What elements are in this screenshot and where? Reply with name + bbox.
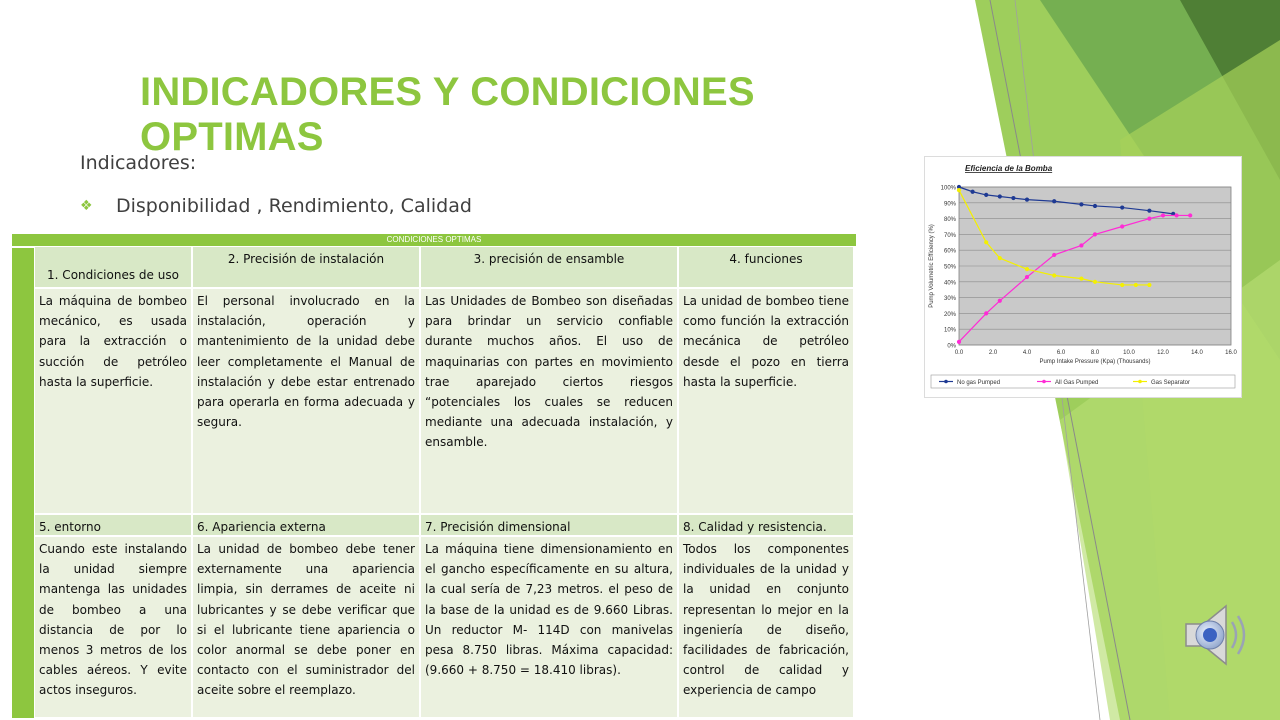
chart-data-point bbox=[998, 256, 1002, 260]
chart-data-point bbox=[984, 193, 988, 197]
chart-legend-marker bbox=[1042, 380, 1046, 384]
chart-data-point bbox=[1147, 217, 1151, 221]
chart-y-tick-label: 50% bbox=[943, 264, 956, 271]
chart-legend-marker bbox=[1138, 380, 1142, 384]
chart-x-axis-label: Pump Intake Pressure (Kpa) (Thousands) bbox=[1039, 359, 1151, 365]
table-cell-header: 5. entorno bbox=[34, 514, 192, 536]
table-side-stripe bbox=[12, 248, 34, 718]
chart-x-tick-label: 8.0 bbox=[1090, 350, 1100, 356]
chart-y-axis-label: Pump Volumetric Efficiency (%) bbox=[929, 224, 935, 308]
chart-title: Eficiencia de la Bomba bbox=[965, 164, 1053, 173]
table-cell: Las Unidades de Bombeo son diseñadas para brindar un servicio confiable durante muchos años. El uso de maquinarias con partes en movimiento trae aparejado ciertos riesgos “potenciales los cuales se reducen mediante una adecuada instalación, y ensamble. bbox=[420, 288, 678, 514]
chart-data-point bbox=[998, 299, 1002, 303]
chart-y-tick-label: 30% bbox=[943, 296, 956, 303]
table-cell: Todos los componentes individuales de la unidad y la unidad en conjunto representan lo mejor en la ingeniería de diseño, facilidades de fabricación, control de calidad y experiencia de campo bbox=[678, 536, 854, 718]
chart-data-point bbox=[1052, 253, 1056, 257]
table-cell: Cuando este instalando la unidad siempre mantenga las unidades de bombeo a una distancia de por lo menos 3 metros de los cables aéreos. Y evite actos inseguros. bbox=[34, 536, 192, 718]
table-cell-header: 8. Calidad y resistencia. bbox=[678, 514, 854, 536]
chart-data-point bbox=[1052, 199, 1056, 203]
chart-y-tick-label: 10% bbox=[943, 327, 956, 334]
table-cell-header: 3. precisión de ensamble bbox=[420, 246, 678, 288]
chart-data-point bbox=[1188, 213, 1192, 217]
table-grid bbox=[34, 246, 854, 718]
chart-data-point bbox=[1120, 283, 1124, 287]
pump-efficiency-chart bbox=[924, 156, 1242, 398]
chart-data-point bbox=[1147, 209, 1151, 213]
chart-y-tick-label: 60% bbox=[943, 248, 956, 255]
slide-title: INDICADORES Y CONDICIONES OPTIMAS bbox=[140, 70, 755, 159]
chart-y-tick-label: 0% bbox=[947, 343, 956, 350]
table-cell: El personal involucrado en la instalación, operación y mantenimiento de la unidad debe leer completamente el Manual de instalación y debe estar entrenado para operarla en forma adecuada y segura. bbox=[192, 288, 420, 514]
chart-y-tick-label: 100% bbox=[940, 185, 956, 192]
chart-x-tick-label: 0.0 bbox=[954, 350, 964, 356]
table-cell: La unidad de bombeo debe tener externamente una apariencia limpia, sin derrames de aceite ni lubricantes y se debe verificar que si el lubricante tiene apariencia o color anormal se debe poner en contacto con el suministrador del aceite sobre el reemplazo. bbox=[192, 536, 420, 718]
table-header: CONDICIONES OPTIMAS bbox=[12, 234, 856, 246]
indicators-bullet bbox=[80, 195, 472, 217]
table-cell-header: 4. funciones bbox=[678, 246, 854, 288]
chart-legend-label: No gas Pumped bbox=[957, 379, 1001, 386]
chart-y-tick-label: 20% bbox=[943, 311, 956, 318]
chart-data-point bbox=[998, 194, 1002, 198]
chart-x-tick-label: 16.0 bbox=[1225, 350, 1237, 356]
table-cell: La máquina de bombeo mecánico, es usada para la extracción o succión de petróleo hasta la superficie. bbox=[34, 288, 192, 514]
chart-y-tick-label: 90% bbox=[943, 201, 956, 208]
chart-y-tick-label: 70% bbox=[943, 232, 956, 239]
chart-y-tick-label: 40% bbox=[943, 280, 956, 287]
chart-data-point bbox=[1079, 277, 1083, 281]
chart-data-point bbox=[957, 340, 961, 344]
chart-data-point bbox=[1093, 232, 1097, 236]
chart-data-point bbox=[1120, 224, 1124, 228]
chart-data-point bbox=[1025, 198, 1029, 202]
chart-x-tick-label: 2.0 bbox=[988, 350, 998, 356]
chart-data-point bbox=[1079, 243, 1083, 247]
chart-data-point bbox=[957, 188, 961, 192]
chart-data-point bbox=[971, 190, 975, 194]
chart-data-point bbox=[1175, 213, 1179, 217]
chart-svg bbox=[925, 157, 1241, 397]
chart-x-tick-label: 6.0 bbox=[1056, 350, 1066, 356]
chart-data-point bbox=[1093, 280, 1097, 284]
table-cell: La máquina tiene dimensionamiento en el gancho específicamente en su altura, la cual sería de 7,23 metros. el peso de la base de la unidad es de 9.660 Libras. Un reductor M- 114D con manivelas pesa 8.750 libras. Máxima capacidad: (9.660 + 8.750 = 18.410 libras). bbox=[420, 536, 678, 718]
speaker-icon[interactable] bbox=[1180, 600, 1250, 670]
chart-legend-label: All Gas Pumped bbox=[1055, 379, 1099, 386]
indicators-text: Disponibilidad , Rendimiento, Calidad bbox=[116, 195, 472, 217]
indicators-label: Indicadores: bbox=[80, 152, 197, 174]
chart-data-point bbox=[1120, 205, 1124, 209]
chart-legend-marker bbox=[944, 380, 948, 384]
chart-x-tick-label: 10.0 bbox=[1123, 350, 1135, 356]
chart-data-point bbox=[1011, 196, 1015, 200]
chart-data-point bbox=[1079, 202, 1083, 206]
table-cell-header: 2. Precisión de instalación bbox=[192, 246, 420, 288]
chart-data-point bbox=[1093, 204, 1097, 208]
chart-data-point bbox=[1052, 273, 1056, 277]
table-cell-header: 1. Condiciones de uso bbox=[34, 246, 192, 288]
chart-data-point bbox=[984, 311, 988, 315]
diamond-bullet-icon: ❖ bbox=[80, 198, 93, 214]
conditions-table bbox=[12, 234, 856, 718]
table-cell: La unidad de bombeo tiene como función la extracción mecánica de petróleo desde el pozo en tierra hasta la superficie. bbox=[678, 288, 854, 514]
table-cell-header: 7. Precisión dimensional bbox=[420, 514, 678, 536]
chart-x-tick-label: 4.0 bbox=[1022, 350, 1032, 356]
chart-data-point bbox=[984, 240, 988, 244]
chart-data-point bbox=[1134, 283, 1138, 287]
chart-x-tick-label: 14.0 bbox=[1191, 350, 1203, 356]
chart-data-point bbox=[1147, 283, 1151, 287]
chart-data-point bbox=[1025, 267, 1029, 271]
chart-data-point bbox=[1161, 213, 1165, 217]
table-cell-header: 6. Apariencia externa bbox=[192, 514, 420, 536]
chart-y-tick-label: 80% bbox=[943, 217, 956, 224]
chart-x-tick-label: 12.0 bbox=[1157, 350, 1169, 356]
chart-data-point bbox=[1025, 275, 1029, 279]
chart-legend-label: Gas Separator bbox=[1151, 379, 1191, 386]
